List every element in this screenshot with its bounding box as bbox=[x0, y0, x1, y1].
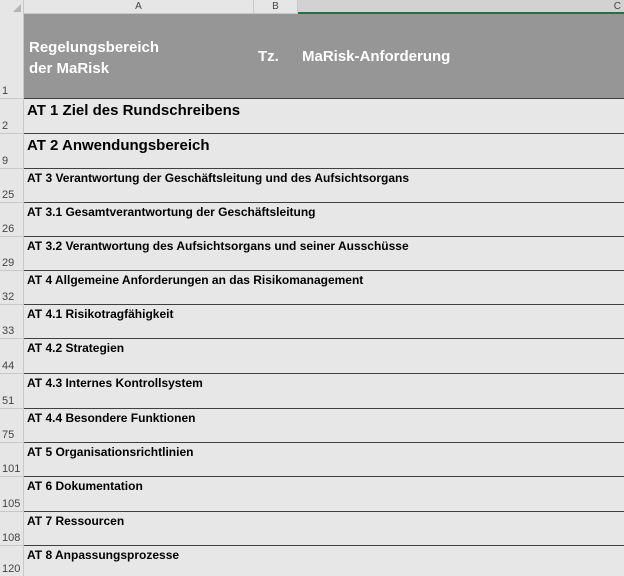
cell-text: AT 4 Allgemeine Anforderungen an das Risikomanagement bbox=[27, 273, 364, 287]
cell-text: AT 2 Anwendungsbereich bbox=[27, 137, 210, 154]
row-header[interactable] bbox=[0, 134, 24, 169]
row-number: 120 bbox=[2, 563, 21, 575]
row-header[interactable] bbox=[0, 14, 24, 99]
row-number: 108 bbox=[2, 532, 21, 544]
cell-text: AT 4.1 Risikotragfähigkeit bbox=[27, 307, 174, 321]
row-number: 9 bbox=[2, 155, 9, 167]
table-row[interactable] bbox=[24, 512, 624, 546]
header-cell-tz[interactable]: Tz. bbox=[258, 48, 279, 65]
row-header[interactable] bbox=[0, 409, 24, 443]
row-header[interactable] bbox=[0, 271, 24, 305]
cell-text: AT 5 Organisationsrichtlinien bbox=[27, 445, 194, 459]
table-row[interactable] bbox=[24, 477, 624, 512]
cell-text: AT 4.3 Internes Kontrollsystem bbox=[27, 376, 203, 390]
column-header-c[interactable]: C bbox=[298, 0, 624, 14]
row-number: 75 bbox=[2, 429, 15, 441]
header-cell-anforderung[interactable]: MaRisk-Anforderung bbox=[302, 48, 451, 65]
cell-text: AT 4.2 Strategien bbox=[27, 341, 125, 355]
cell-text: AT 4.4 Besondere Funktionen bbox=[27, 411, 196, 425]
table-header-row[interactable] bbox=[24, 14, 624, 99]
cell-text: AT 1 Ziel des Rundschreibens bbox=[27, 102, 241, 119]
row-header[interactable] bbox=[0, 512, 24, 546]
cell-text: AT 6 Dokumentation bbox=[27, 479, 143, 493]
cell-text: AT 3 Verantwortung der Geschäftsleitung und des Aufsichtsorgans bbox=[27, 171, 410, 185]
row-number: 26 bbox=[2, 223, 15, 235]
cell-text: AT 3.2 Verantwortung des Aufsichtsorgans und seiner Ausschüsse bbox=[27, 239, 409, 253]
row-number: 32 bbox=[2, 291, 15, 303]
column-header-b[interactable]: B bbox=[254, 0, 298, 14]
row-header[interactable] bbox=[0, 477, 24, 512]
table-row[interactable] bbox=[24, 237, 624, 271]
table-row[interactable] bbox=[24, 409, 624, 443]
row-header[interactable] bbox=[0, 203, 24, 237]
row-header[interactable] bbox=[0, 374, 24, 409]
table-row[interactable] bbox=[24, 203, 624, 237]
row-number: 25 bbox=[2, 189, 15, 201]
cell-text: AT 3.1 Gesamtverantwortung der Geschäftsleitung bbox=[27, 205, 316, 219]
row-number: 105 bbox=[2, 498, 21, 510]
row-header[interactable] bbox=[0, 237, 24, 271]
table-row[interactable] bbox=[24, 546, 624, 576]
header-cell-regelungsbereich[interactable]: Regelungsbereich der MaRisk bbox=[29, 39, 160, 77]
row-number: 29 bbox=[2, 257, 15, 269]
row-number: 51 bbox=[2, 395, 15, 407]
column-header-bar bbox=[0, 0, 624, 14]
row-header[interactable] bbox=[0, 305, 24, 339]
select-all-corner[interactable] bbox=[0, 0, 24, 14]
row-header[interactable] bbox=[0, 169, 24, 203]
row-header[interactable] bbox=[0, 99, 24, 134]
table-row[interactable] bbox=[24, 443, 624, 477]
row-number: 101 bbox=[2, 463, 21, 475]
cell-text: AT 8 Anpassungsprozesse bbox=[27, 548, 180, 562]
table-row[interactable] bbox=[24, 271, 624, 305]
table-row[interactable] bbox=[24, 339, 624, 374]
table-row[interactable] bbox=[24, 99, 624, 134]
table-row[interactable] bbox=[24, 169, 624, 203]
table-row[interactable] bbox=[24, 374, 624, 409]
cell-text: AT 7 Ressourcen bbox=[27, 514, 125, 528]
row-number: 1 bbox=[2, 85, 9, 97]
row-number: 33 bbox=[2, 325, 15, 337]
table-row[interactable] bbox=[24, 134, 624, 169]
row-number: 2 bbox=[2, 120, 9, 132]
row-header[interactable] bbox=[0, 443, 24, 477]
row-number: 44 bbox=[2, 360, 15, 372]
column-header-a[interactable]: A bbox=[24, 0, 254, 14]
row-header[interactable] bbox=[0, 546, 24, 576]
row-header[interactable] bbox=[0, 339, 24, 374]
table-row[interactable] bbox=[24, 305, 624, 339]
